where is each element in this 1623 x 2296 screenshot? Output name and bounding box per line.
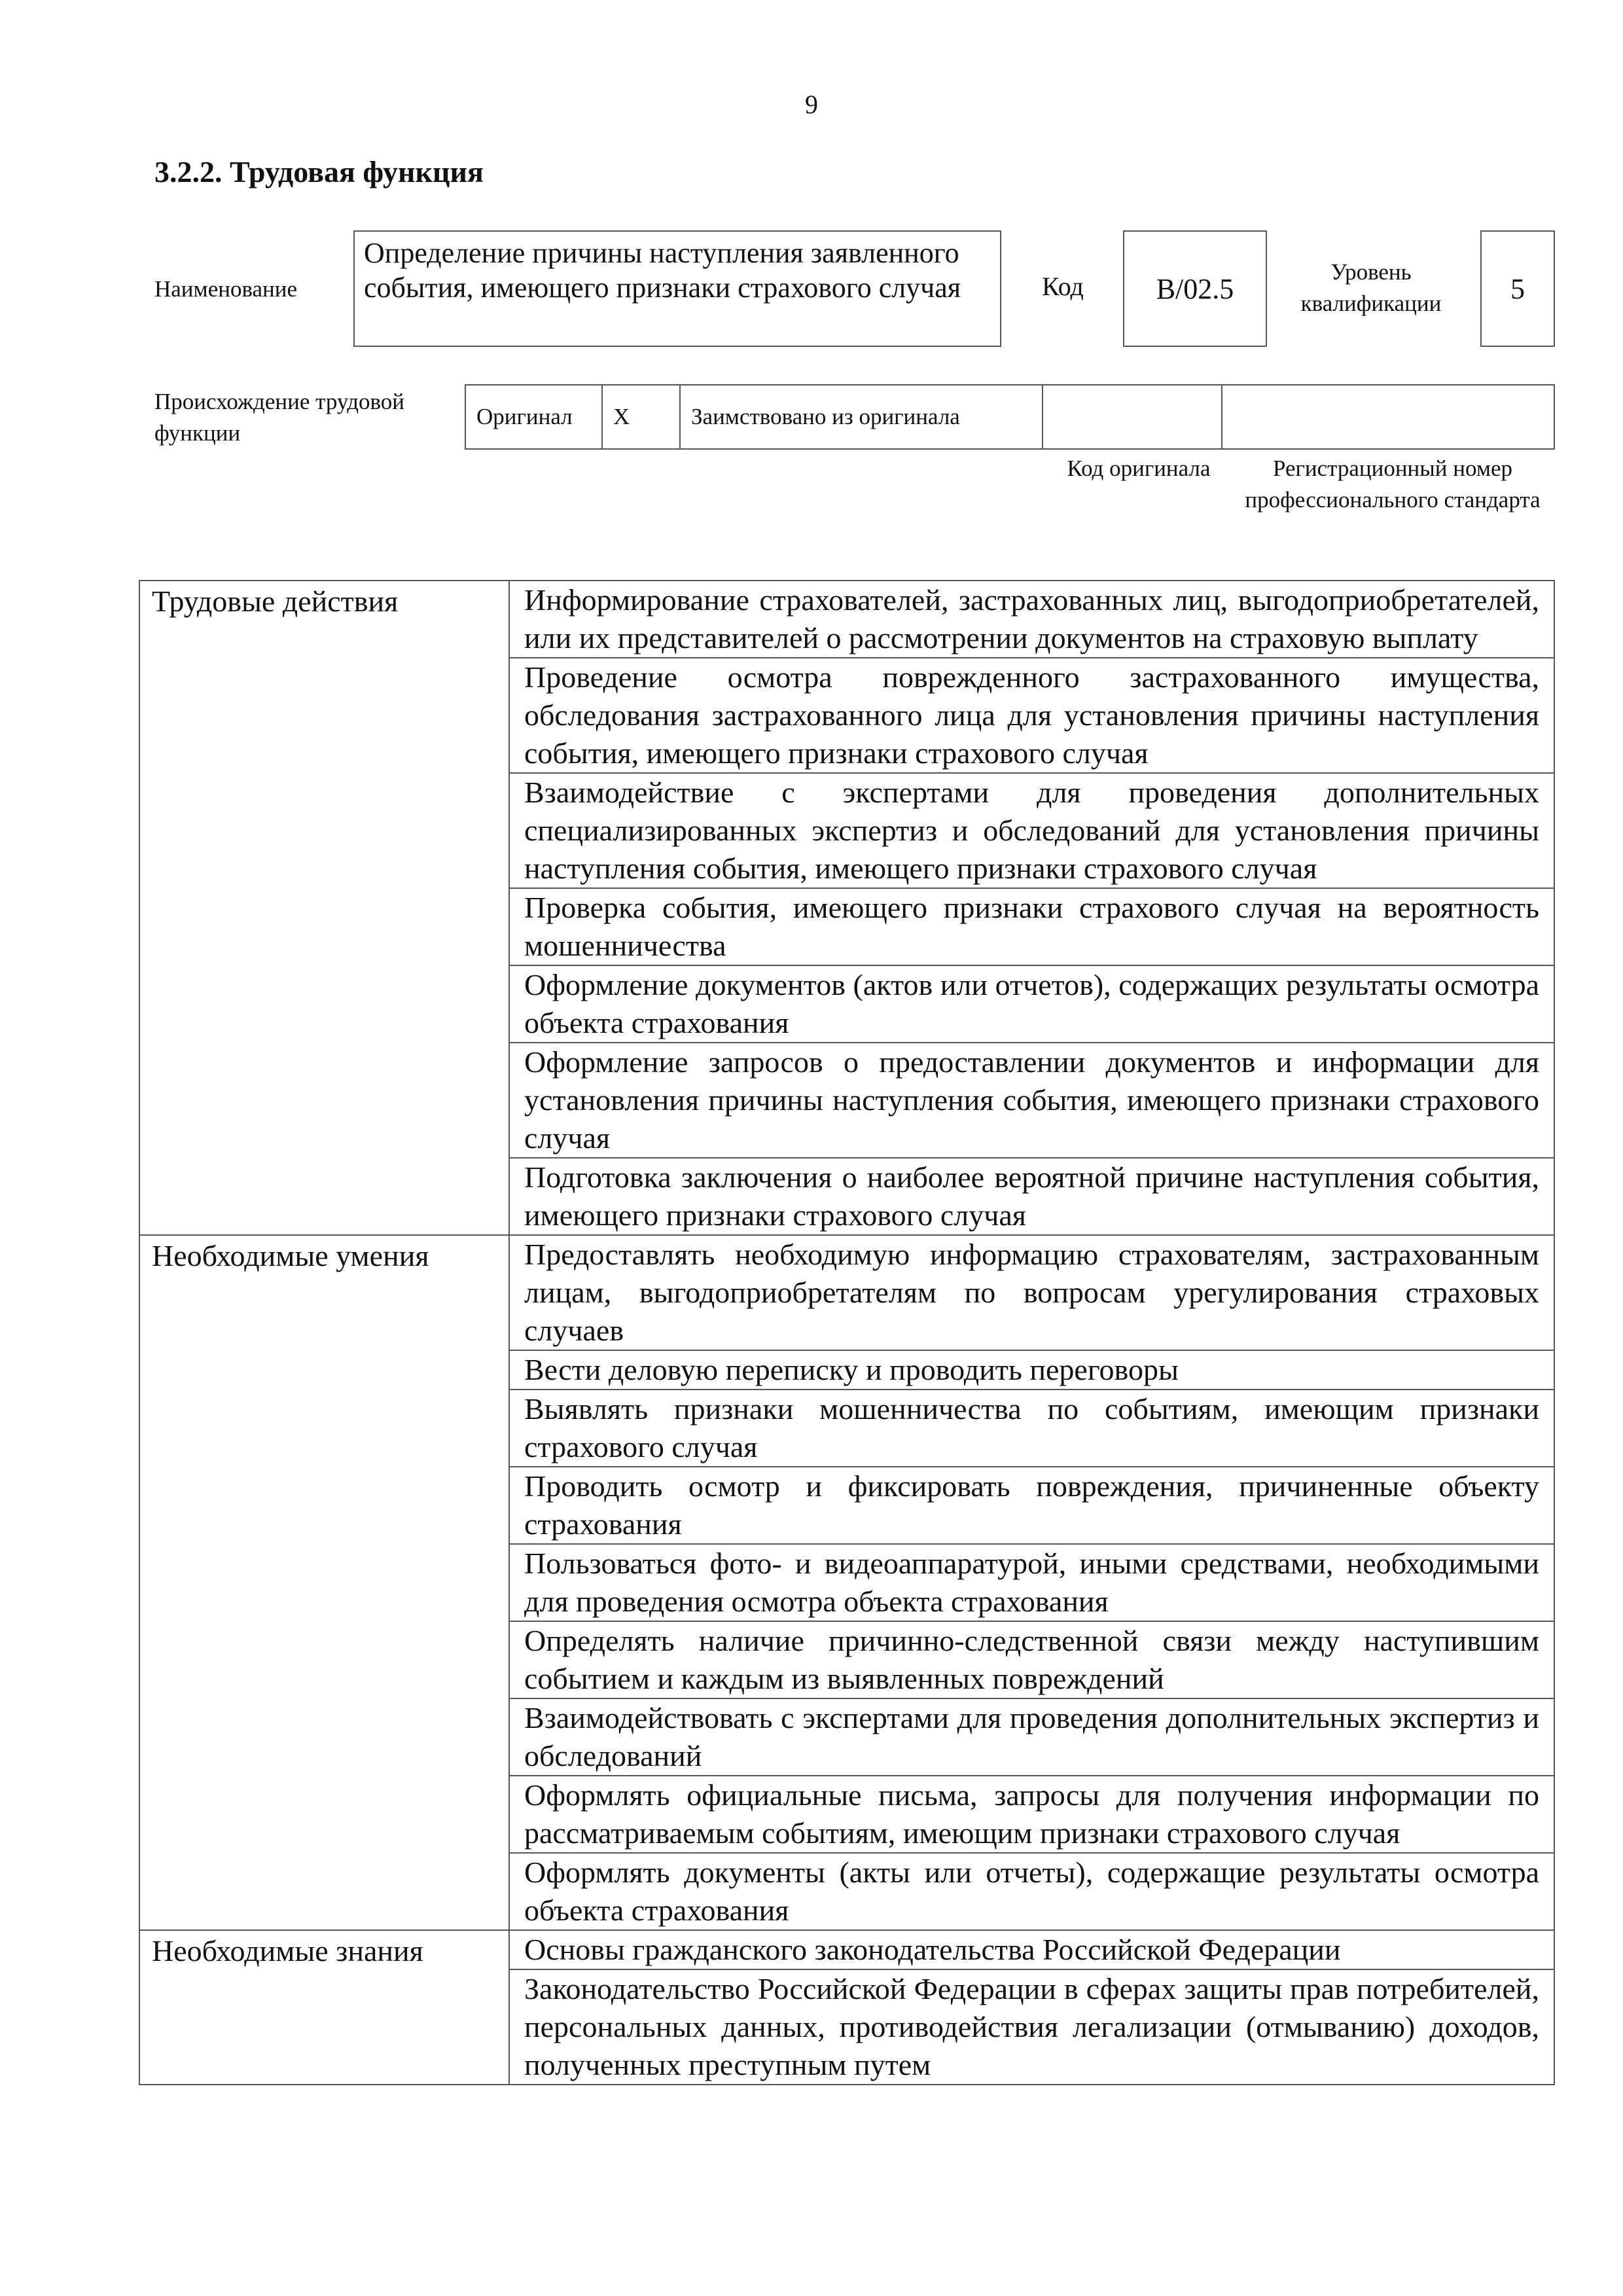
list-item: Оформление запросов о предоставлении документов и информации для установления причины наступления события, имеющего признаки страхового случая	[510, 1043, 1554, 1158]
code-value: B/02.5	[1156, 272, 1234, 305]
level-value-box	[1480, 230, 1555, 347]
function-name-box: Определение причины наступления заявленного события, имеющего признаки страхового случая	[353, 230, 1001, 347]
level-value: 5	[1510, 272, 1525, 305]
list-item: Проверка события, имеющего признаки страхового случая на вероятность мошенничества	[510, 889, 1554, 966]
section-row-skills	[139, 1235, 1554, 1930]
list-item: Проведение осмотра поврежденного застрахованного имущества, обследования застрахованного лица для установления причины наступления события, имеющего признаки страхового случая	[510, 658, 1554, 774]
section-items	[509, 581, 1554, 1235]
function-details-table	[139, 580, 1555, 2085]
list-item: Законодательство Российской Федерации в сферах защиты прав потребителей, персональных данных, противодействия легализации (отмыванию) доходов, полученных преступным путем	[524, 1972, 1539, 2081]
origin-label: Происхождение трудовой функции	[154, 389, 405, 446]
section-row-actions	[139, 581, 1554, 1235]
reg-number-cell	[1222, 385, 1554, 449]
list-item: Выявлять признаки мошенничества по событиям, имеющим признаки страхового случая	[510, 1390, 1554, 1467]
section-items	[509, 1930, 1554, 2085]
reg-number-caption: Регистрационный номер профессионального стандарта	[1245, 456, 1541, 512]
list-item: Подготовка заключения о наиболее вероятной причине наступления события, имеющего признаки страхового случая	[524, 1160, 1539, 1232]
name-label: Наименование	[154, 276, 298, 302]
list-item: Взаимодействовать с экспертами для проведения дополнительных экспертиз и обследований	[510, 1699, 1554, 1776]
origin-table	[465, 384, 1555, 450]
list-item: Информирование страхователей, застрахованных лиц, выгодоприобретателей, или их представителей о рассмотрении документов на страховую выплату	[510, 581, 1554, 658]
list-item: Оформлять документы (акты или отчеты), содержащие результаты осмотра объекта страхования	[524, 1856, 1539, 1927]
page-number: 9	[805, 90, 818, 119]
list-item: Пользоваться фото- и видеоаппаратурой, иными средствами, необходимыми для проведения осмотра объекта страхования	[510, 1545, 1554, 1622]
section-title-cell: Необходимые умения	[139, 1235, 509, 1930]
list-item: Основы гражданского законодательства Российской Федерации	[510, 1931, 1554, 1970]
original-mark-cell	[602, 385, 680, 449]
section-title-cell: Необходимые знания	[139, 1930, 509, 2085]
level-label: Уровень квалификации	[1300, 259, 1442, 316]
list-item: Взаимодействие с экспертами для проведения дополнительных специализированных экспертиз и обследований для установления причины наступления события, имеющего признаки страхового случая	[510, 774, 1554, 889]
code-original-caption: Код оригинала	[1067, 456, 1211, 481]
section-title-cell: Трудовые действия	[139, 581, 509, 1235]
section-row-knowledge	[139, 1930, 1554, 2085]
list-item: Вести деловую переписку и проводить переговоры	[510, 1351, 1554, 1390]
borrowed-cell	[680, 385, 1043, 449]
code-value-box	[1123, 230, 1267, 347]
list-item: Оформление документов (актов или отчетов), содержащих результаты осмотра объекта страхования	[510, 966, 1554, 1043]
section-title: 3.2.2. Трудовая функция	[154, 155, 484, 188]
code-label: Код	[1042, 272, 1084, 301]
original-label: Оригинал	[476, 404, 573, 429]
list-item: Оформлять официальные письма, запросы для получения информации по рассматриваемым событиям, имеющим признаки страхового случая	[510, 1776, 1554, 1854]
borrowed-label: Заимствовано из оригинала	[691, 404, 960, 429]
section-items	[509, 1235, 1554, 1930]
original-mark: X	[613, 404, 630, 429]
list-item: Определять наличие причинно-следственной связи между наступившим событием и каждым из выявленных повреждений	[510, 1622, 1554, 1699]
original-label-cell	[465, 385, 602, 449]
list-item: Предоставлять необходимую информацию страхователям, застрахованным лицам, выгодоприобретателям по вопросам урегулирования страховых случаев	[510, 1236, 1554, 1351]
original-code-cell	[1043, 385, 1222, 449]
list-item: Проводить осмотр и фиксировать повреждения, причиненные объекту страхования	[510, 1467, 1554, 1545]
